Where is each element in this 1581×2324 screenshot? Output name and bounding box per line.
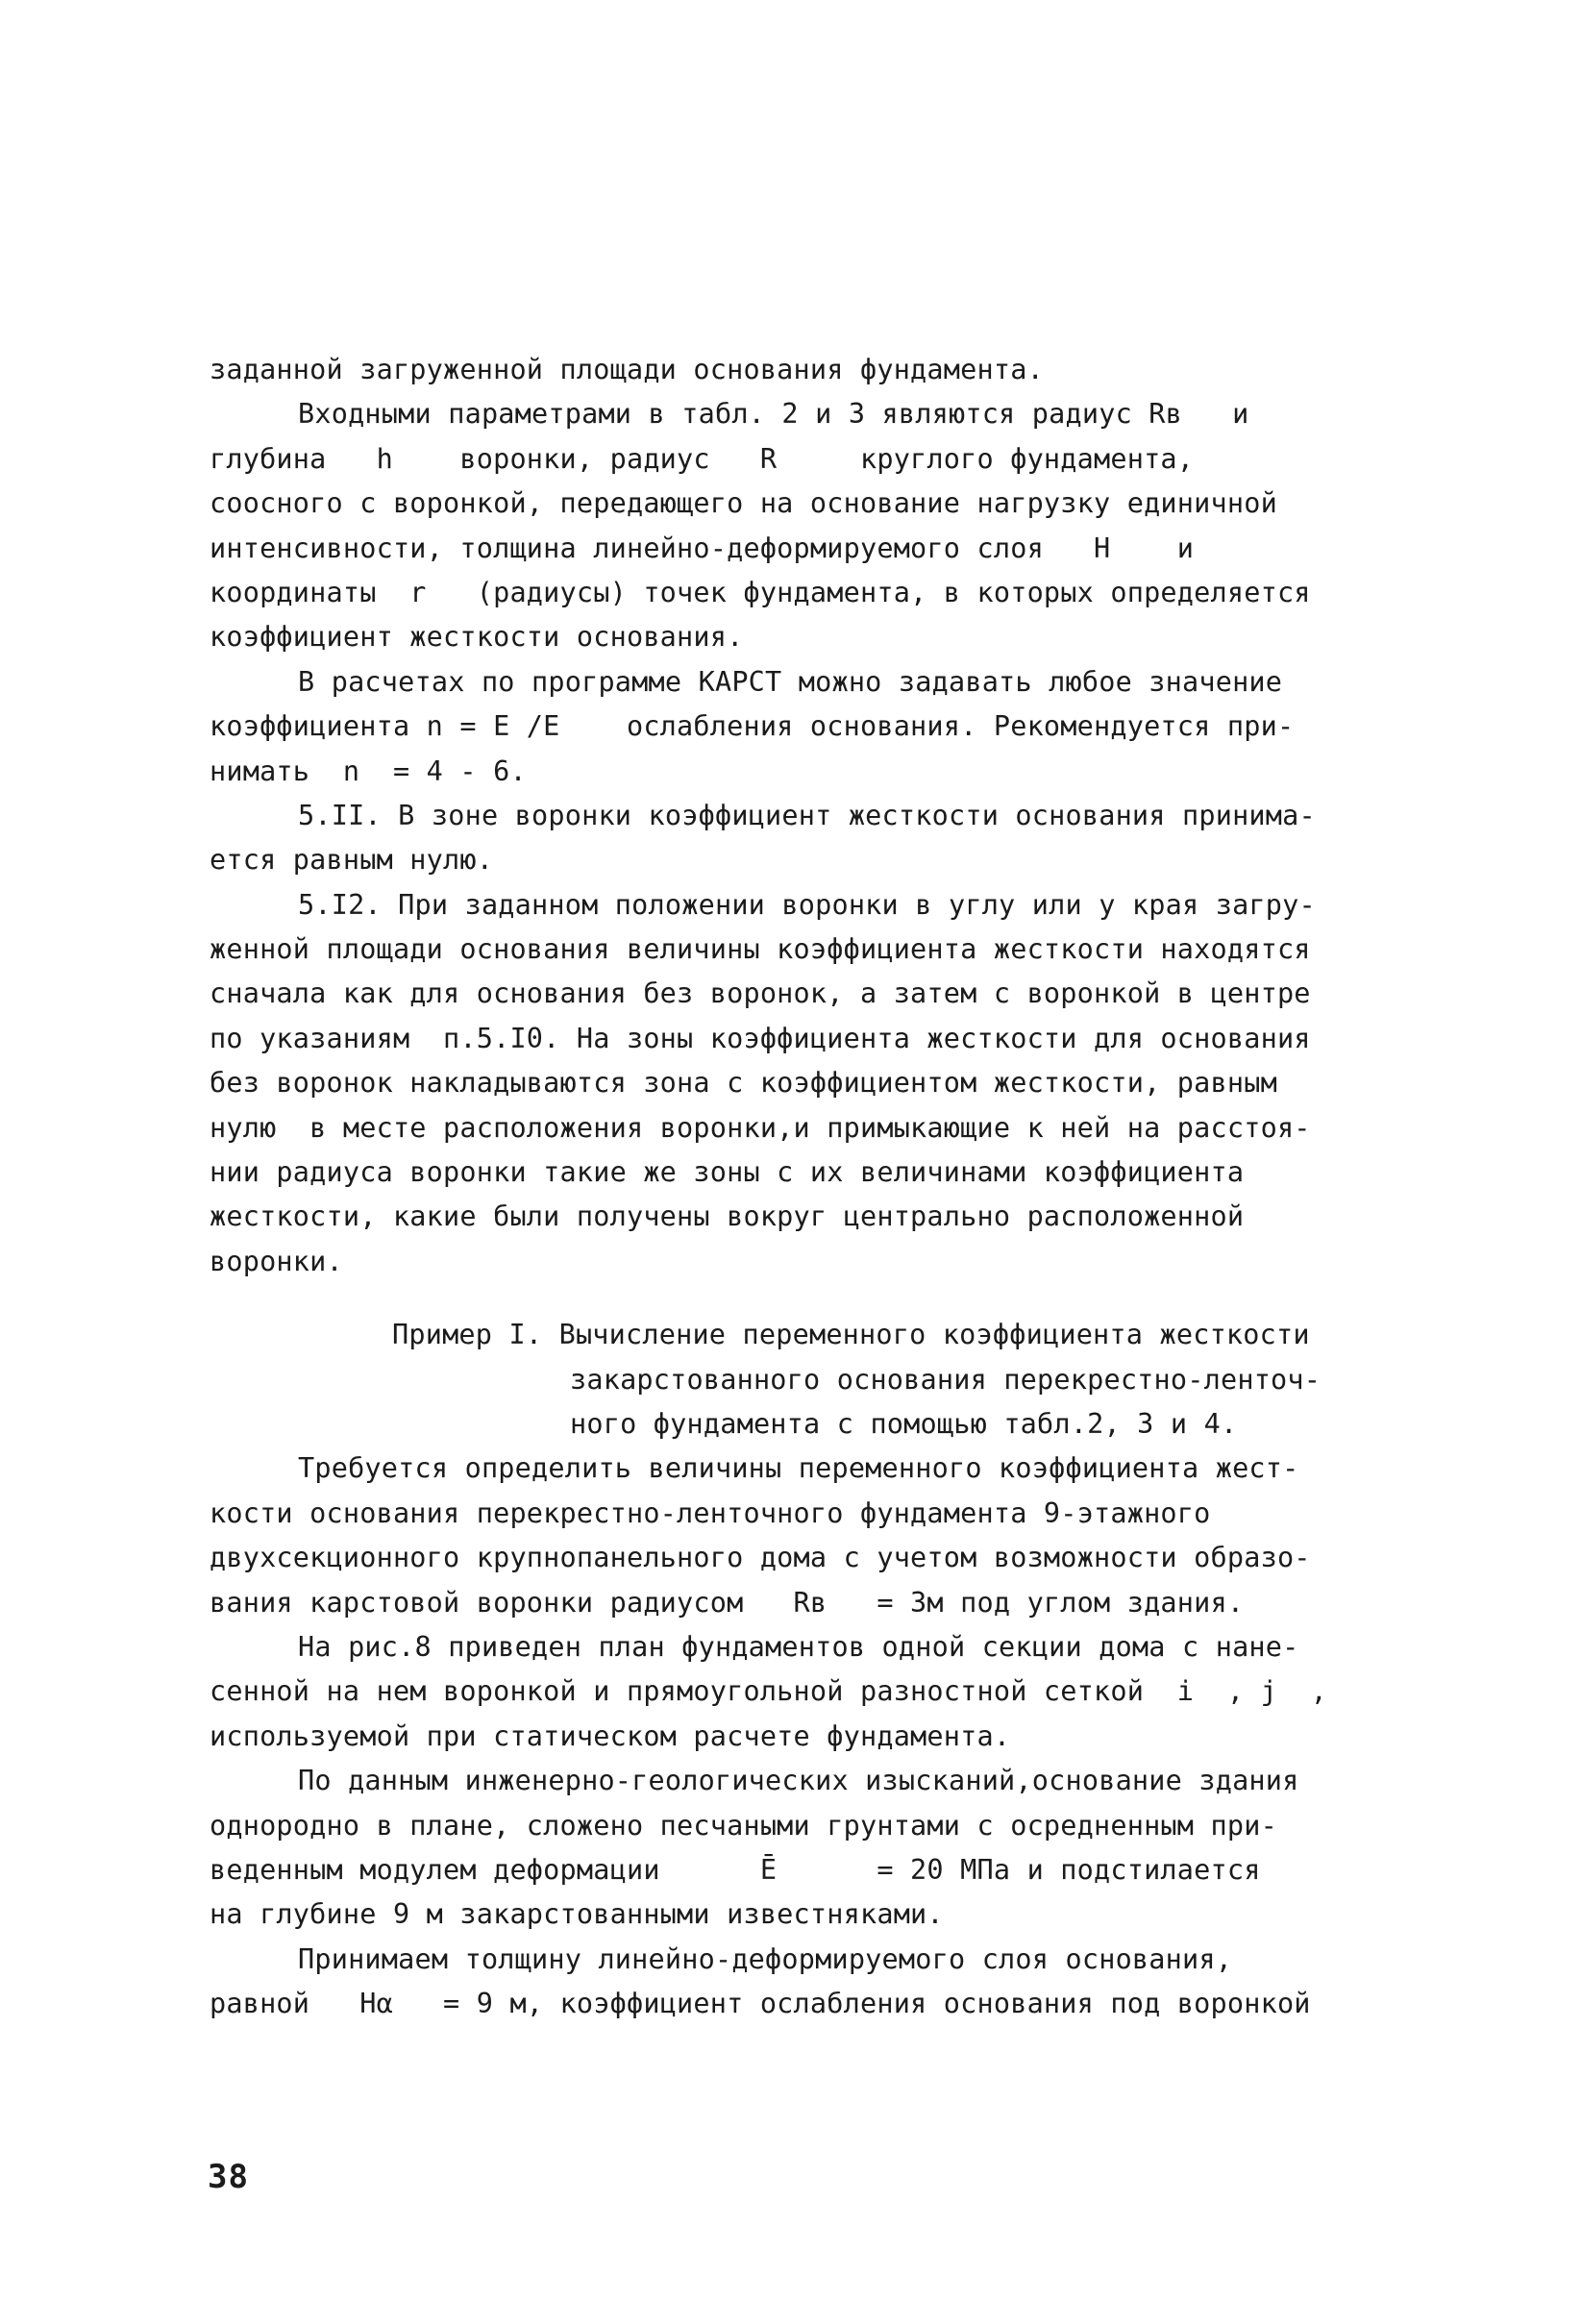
text-line: женной площади основания величины коэффициента жесткости находятся xyxy=(210,933,1311,966)
text-line: двухсекционного крупнопанельного дома с учетом возможности образо- xyxy=(210,1542,1311,1574)
text-line: жесткости, какие были получены вокруг центрально расположенной xyxy=(210,1200,1245,1233)
text-line: нии радиуса воронки такие же зоны с их величинами коэффициента xyxy=(210,1156,1245,1189)
text-line: коэффициента n = E /E ослабления основания. Рекомендуется при- xyxy=(210,710,1295,743)
text-line: нимать n = 4 - 6. xyxy=(210,754,527,787)
text-line: кости основания перекрестно-ленточного фундамента 9-этажного xyxy=(210,1496,1211,1529)
text-line: координаты r (радиусы) точек фундамента, в которых определяется xyxy=(210,576,1311,608)
example-heading: Пример I. Вычисление переменного коэффициента жесткости xyxy=(392,1319,1310,1351)
text-line: используемой при статическом расчете фундамента. xyxy=(210,1719,1011,1752)
text-line: без воронок накладываются зона с коэффициентом жесткости, равным xyxy=(210,1067,1277,1100)
example-heading-continued: закарстованного основания перекрестно-ленточ- xyxy=(570,1363,1322,1396)
text-line: Входными параметрами в табл. 2 и 3 являются радиус Rв и xyxy=(298,398,1249,431)
text-line: веденным модулем деформации Ē = 20 МПа и подстилается xyxy=(210,1853,1261,1886)
text-line: 5.I2. При заданном положении воронки в углу или у края загру- xyxy=(298,888,1316,921)
text-line: вания карстовой воронки радиусом Rв = 3м под углом здания. xyxy=(210,1586,1245,1619)
text-line: ется равным нулю. xyxy=(210,844,494,877)
text-line: сенной на нем воронкой и прямоугольной разностной сеткой i , j , xyxy=(210,1675,1328,1708)
text-line: глубина h воронки, радиус R круглого фундамента, xyxy=(210,442,1195,475)
text-line: на глубине 9 м закарстованными известняками. xyxy=(210,1898,944,1931)
text-line: Принимаем толщину линейно-деформируемого слоя основания, xyxy=(298,1942,1233,1975)
text-line: интенсивности, толщина линейно-деформируемого слоя H и xyxy=(210,532,1195,564)
text-line: По данным инженерно-геологических изысканий,основание здания xyxy=(298,1765,1299,1797)
text-line: нулю в месте расположения воронки,и примыкающие к ней на расстоя- xyxy=(210,1111,1311,1144)
page-number: 38 xyxy=(208,2158,249,2196)
text-line: В расчетах по программе КАРСТ можно задавать любое значение xyxy=(298,665,1283,698)
text-line: однородно в плане, сложено песчаными грунтами с осредненным при- xyxy=(210,1809,1277,1842)
text-line: коэффициент жесткости основания. xyxy=(210,621,744,654)
text-line: сначала как для основания без воронок, а затем с воронкой в центре xyxy=(210,977,1311,1010)
text-line: равной Hα = 9 м, коэффициент ослабления основания под воронкой xyxy=(210,1988,1311,2020)
body-text xyxy=(210,348,1440,2026)
paragraph-gap xyxy=(210,1284,1440,1313)
text-line: воронки. xyxy=(210,1245,343,1277)
text-line: соосного с воронкой, передающего на основание нагрузку единичной xyxy=(210,487,1277,520)
text-line: по указаниям п.5.I0. На зоны коэффициента жесткости для основания xyxy=(210,1022,1311,1054)
example-heading-continued: ного фундамента с помощью табл.2, 3 и 4. xyxy=(570,1407,1238,1440)
text-line: Требуется определить величины переменного коэффициента жест- xyxy=(298,1452,1299,1485)
text-line: На рис.8 приведен план фундаментов одной секции дома с нане- xyxy=(298,1630,1299,1663)
text-line: 5.II. В зоне воронки коэффициент жесткости основания принима- xyxy=(298,799,1316,831)
text-line: заданной загруженной площади основания фундамента. xyxy=(210,354,1044,385)
